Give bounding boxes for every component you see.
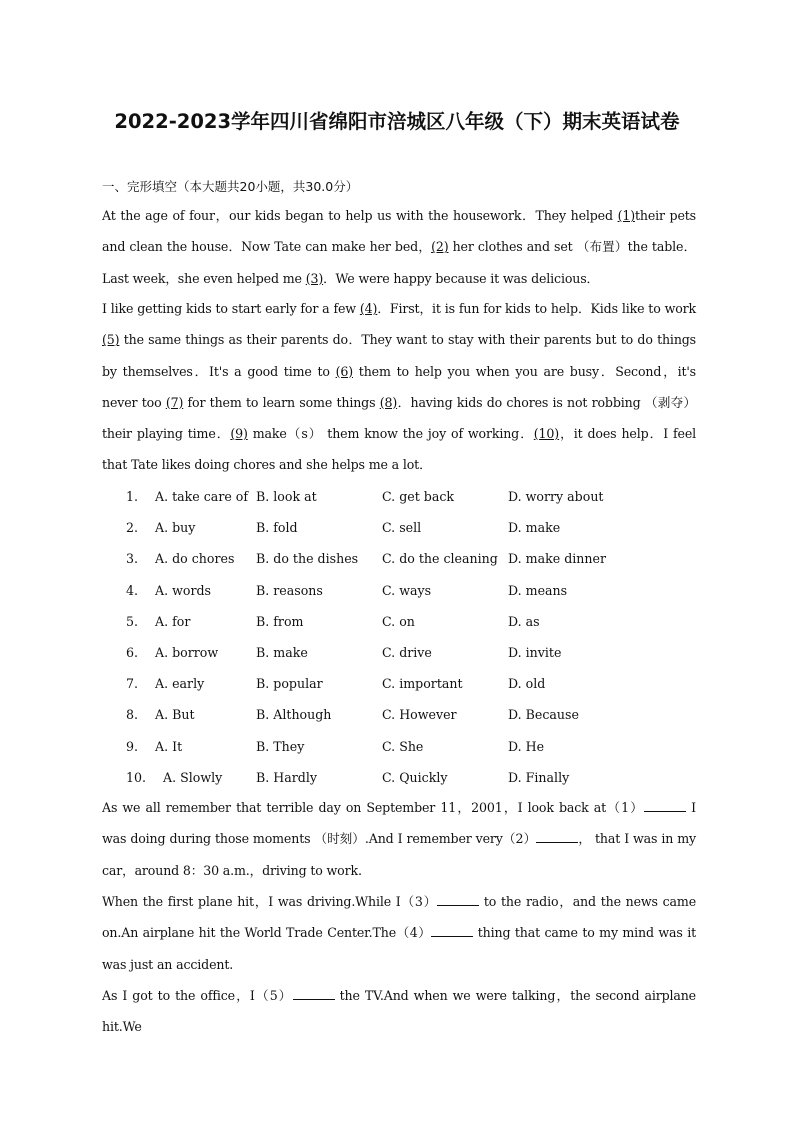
- option-row: [0, 699, 794, 730]
- question-number: 8.: [126, 707, 139, 723]
- blank-6: (6): [335, 363, 354, 379]
- option-c: C. However: [382, 707, 457, 723]
- blank-8: (8): [379, 394, 398, 410]
- option-a: A. buy: [155, 520, 196, 536]
- option-c: C. ways: [382, 582, 432, 598]
- option-b: B. Hardly: [256, 769, 317, 785]
- question-number: 2.: [126, 520, 139, 536]
- option-b: B. Although: [256, 707, 332, 723]
- option-d: D. means: [508, 582, 568, 598]
- option-d: D. He: [508, 738, 545, 754]
- option-b: B. make: [256, 644, 308, 660]
- passage1-paragraph2: I like getting kids to start early for a few (4)．First，it is fun for kids to help．Kids like to work (5) the same things as their parents do．They want to stay with their parents but to do things by themselves．It's a good time to (6) them to help you when you are busy．Second，it's never too (7) for them to learn some things (8)．having kids do chores is not robbing （剥夺）their playing time．(9) make（s） them know the joy of working．(10)，it does help．I feel that Tate likes doing chores and she helps me a lot．: [102, 301, 697, 473]
- question-number: 5.: [126, 613, 139, 629]
- passage1-paragraph1: At the age of four，our kids began to help us with the housework．They helped (1)their pets and clean the house．Now Tate can make her bed，(2) her clothes and set （布置）the table．Last week，she even helped me (3)．We were happy because it was delicious．: [102, 208, 697, 286]
- option-a: A. for: [155, 613, 191, 629]
- option-row: [0, 762, 794, 793]
- question-number: 3.: [126, 551, 139, 567]
- passage2-paragraph1: As we all remember that terrible day on September 11，2001，I look back at（1） I was doing during those moments （时刻）.And I remember very（2） ， that I was in my car，around 8：30 a.m.，driving to work.: [102, 800, 696, 878]
- section-heading: 一、完形填空（本大题共20小题，共30.0分）: [102, 179, 359, 194]
- exam-title: 2022-2023学年四川省绵阳市涪城区八年级（下）期末英语试卷: [114, 110, 680, 133]
- option-c: C. She: [382, 738, 424, 754]
- option-row: [0, 543, 794, 574]
- option-d: D. invite: [508, 644, 562, 660]
- option-c: C. drive: [382, 644, 432, 660]
- option-a: A. early: [155, 676, 205, 692]
- answer-blank: [293, 987, 335, 1000]
- option-a: A. take care of: [155, 489, 249, 504]
- answer-options-list: [0, 481, 794, 793]
- blank-2: (2): [431, 239, 449, 255]
- blank-1: (1): [617, 208, 635, 223]
- blank-7: (7): [165, 394, 184, 410]
- option-row: [0, 731, 794, 762]
- blank-3: (3): [305, 270, 324, 286]
- option-row: [0, 606, 794, 637]
- option-a: A. borrow: [155, 644, 219, 660]
- answer-blank: [644, 799, 686, 812]
- blank-5: (5): [102, 332, 120, 348]
- blank-10: (10): [533, 426, 560, 441]
- option-b: B. They: [256, 738, 305, 754]
- option-d: D. Finally: [508, 769, 570, 785]
- blank-4: (4): [359, 301, 378, 316]
- option-row: [0, 512, 794, 543]
- option-c: C. important: [382, 676, 463, 692]
- option-d: D. as: [508, 613, 540, 629]
- option-c: C. do the cleaning: [382, 551, 498, 567]
- passage2-paragraph2: When the first plane hit，I was driving.While I（3） to the radio，and the news came on.An airplane hit the World Trade Center.The（4） thing that came to my mind was it was just an accident.: [102, 894, 697, 972]
- answer-blank: [431, 924, 473, 937]
- option-b: B. look at: [256, 489, 317, 504]
- answer-blank: [536, 830, 578, 843]
- question-number: 9.: [126, 738, 139, 754]
- option-b: B. reasons: [256, 582, 323, 598]
- question-number: 1.: [126, 489, 139, 504]
- option-d: D. make: [508, 520, 561, 536]
- option-d: D. Because: [508, 707, 579, 723]
- option-c: C. Quickly: [382, 769, 448, 785]
- option-d: D. worry about: [508, 489, 604, 504]
- answer-blank: [437, 893, 479, 906]
- question-number: 7.: [126, 676, 139, 692]
- question-number: 10.: [126, 769, 147, 785]
- option-b: B. popular: [256, 676, 323, 692]
- option-a: A. It: [155, 738, 183, 754]
- option-row: [0, 668, 794, 699]
- option-c: C. sell: [382, 520, 422, 536]
- question-number: 4.: [126, 582, 139, 598]
- option-c: C. on: [382, 613, 415, 629]
- option-row: [0, 575, 794, 606]
- passage2-paragraph3: As I got to the office，I（5） the TV.And when we were talking，the second airplane hit.We: [102, 988, 696, 1035]
- option-b: B. from: [256, 613, 304, 629]
- option-d: D. make dinner: [508, 551, 606, 567]
- option-b: B. do the dishes: [256, 551, 359, 567]
- option-d: D. old: [508, 676, 546, 692]
- option-a: A. do chores: [155, 551, 235, 567]
- option-a: A. But: [155, 707, 195, 723]
- option-b: B. fold: [256, 520, 298, 536]
- option-row: [0, 481, 794, 512]
- question-number: 6.: [126, 644, 139, 660]
- option-row: [0, 637, 794, 668]
- option-a: A. words: [155, 582, 212, 598]
- option-a: A. Slowly: [163, 769, 223, 785]
- blank-9: (9): [230, 426, 248, 441]
- option-c: C. get back: [382, 489, 455, 504]
